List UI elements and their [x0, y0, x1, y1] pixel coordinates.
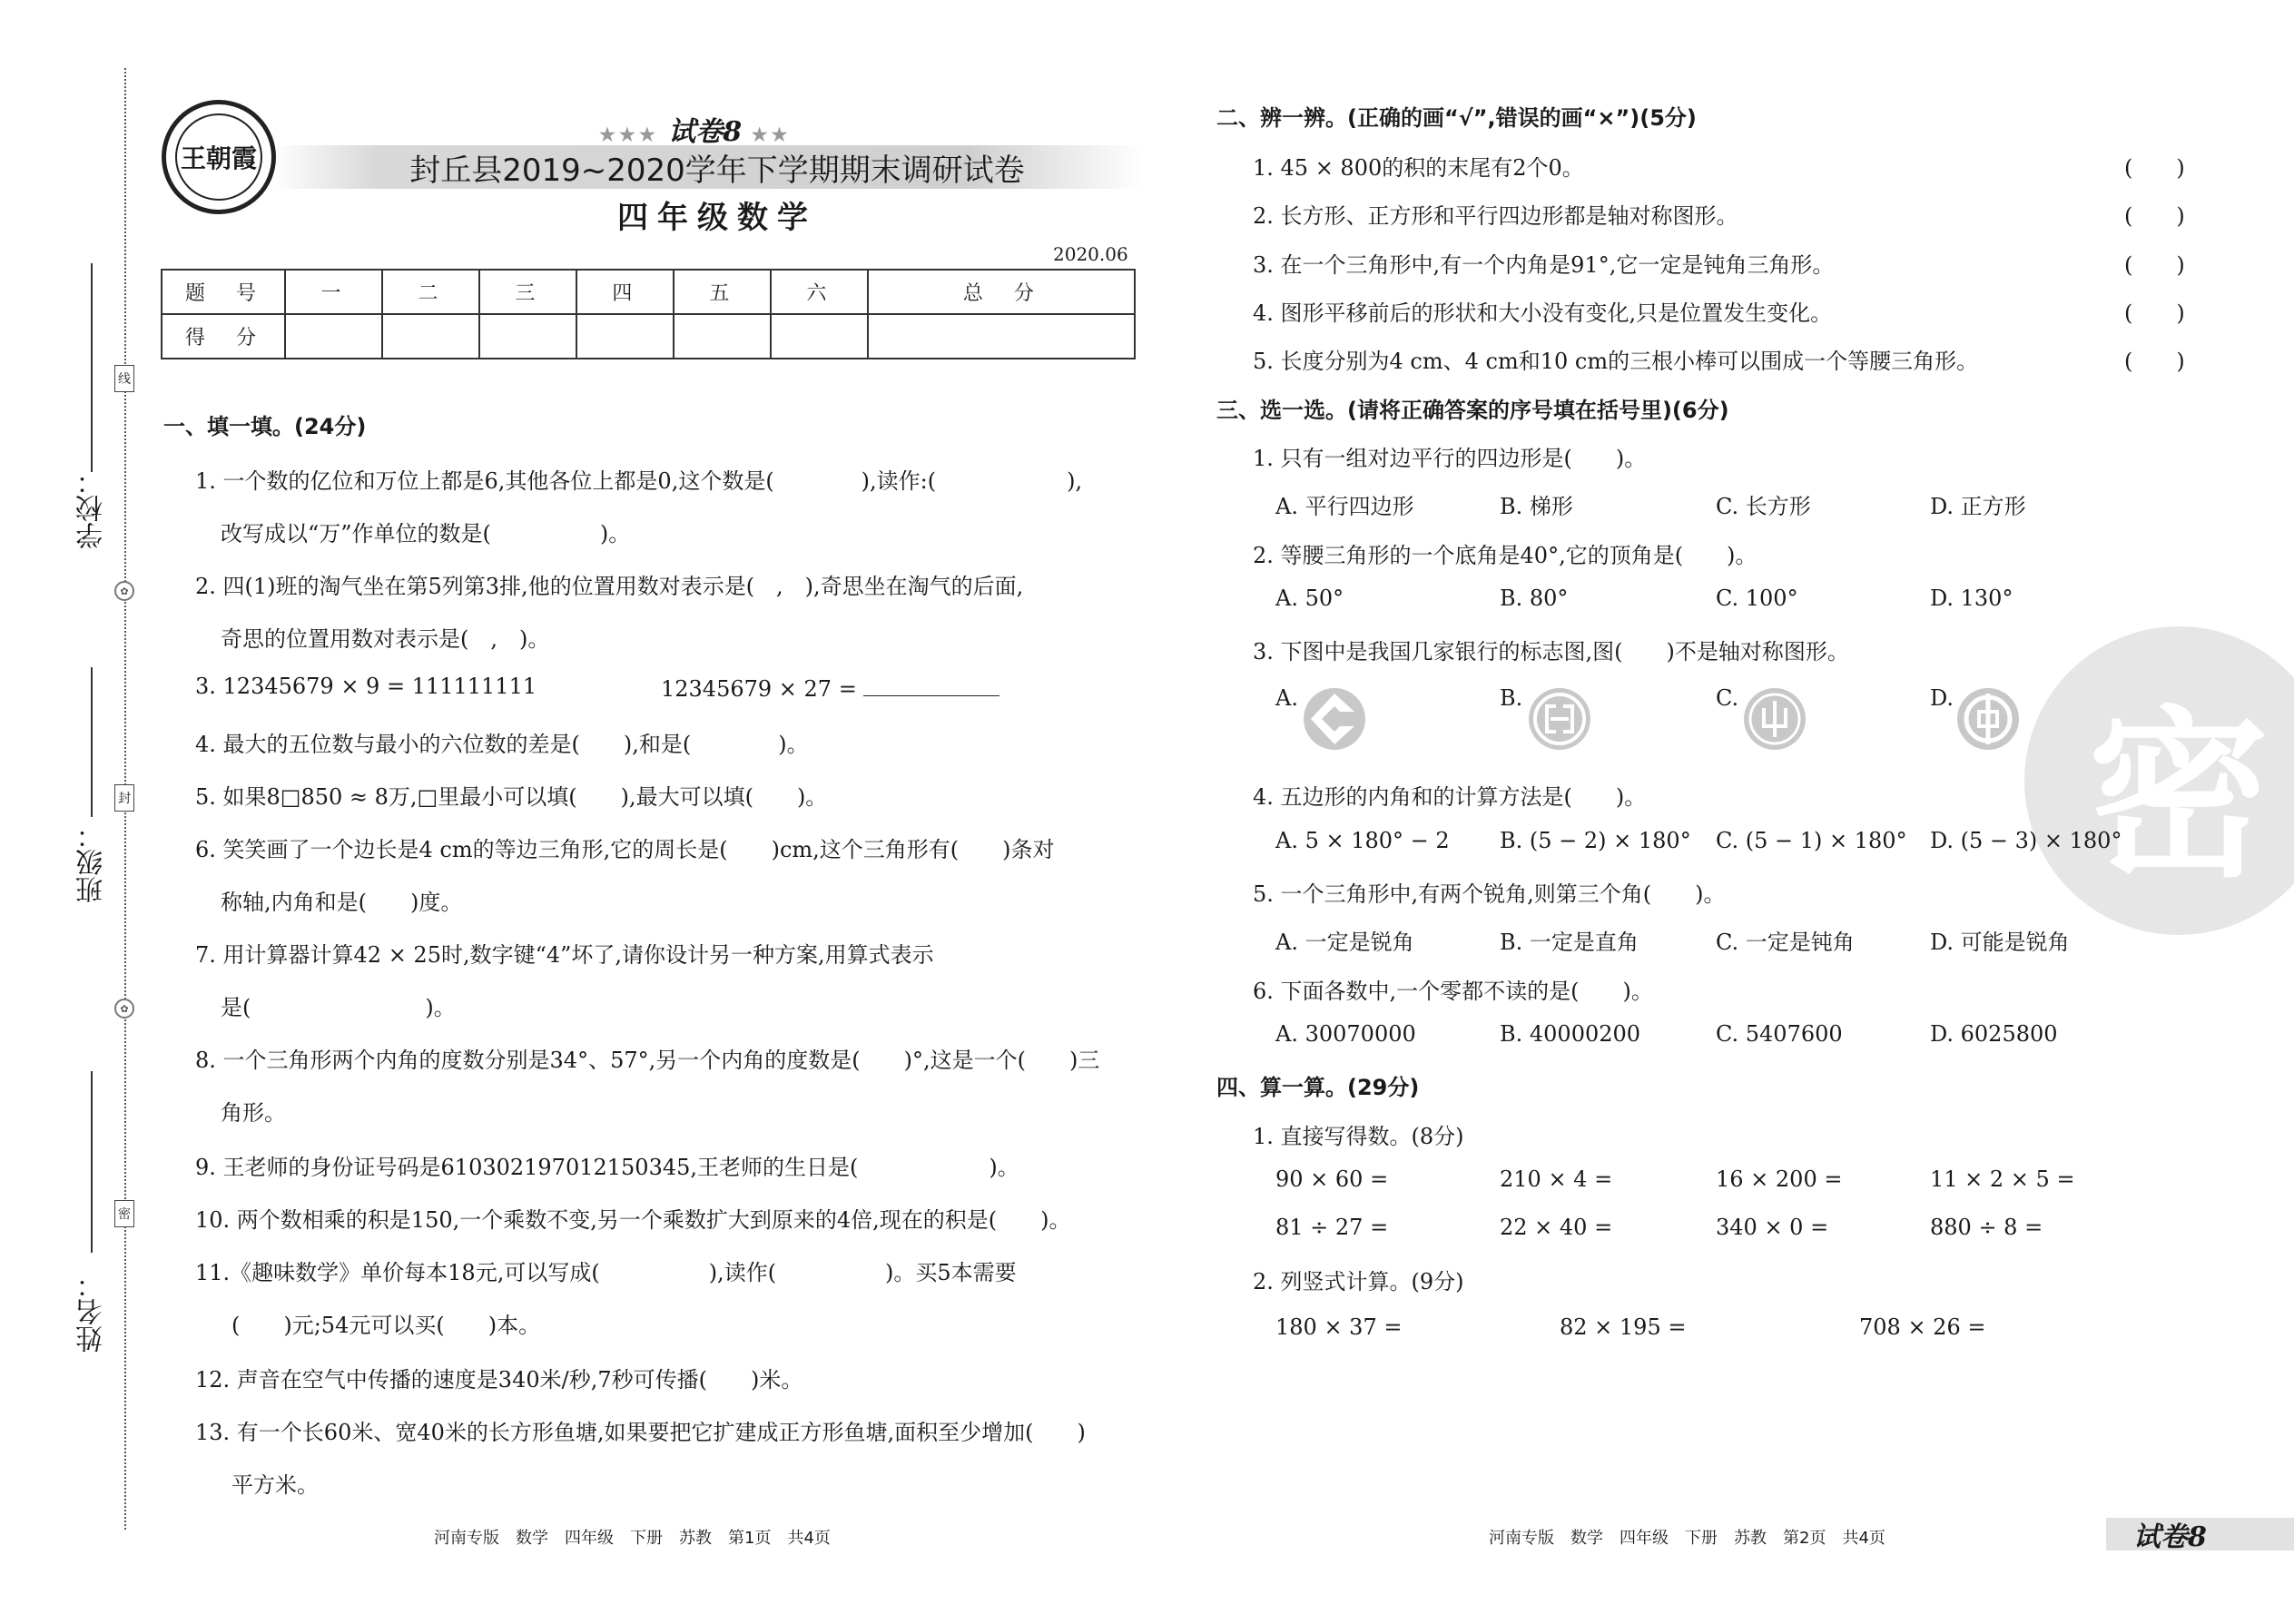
choice-option[interactable]: C. — [1716, 685, 1739, 711]
star-decor-icon: ★★ — [751, 123, 792, 145]
choice-option[interactable]: D. 正方形 — [1930, 494, 2026, 519]
section1-title: 一、填一填。(24分) — [163, 414, 367, 439]
brand-logo-text: 王朝霞 — [175, 113, 262, 201]
calc-item: 82 × 195 = — [1560, 1314, 1687, 1340]
choice-option[interactable]: C. 一定是钝角 — [1716, 930, 1855, 955]
choice-option[interactable]: C. (5 − 1) × 180° — [1716, 828, 1907, 853]
question-line: 13. 有一个长60米、宽40米的长方形鱼塘,如果要把它扩建成正方形鱼塘,面积至少增加( ) — [195, 1420, 1086, 1445]
calc-item: 90 × 60 = — [1275, 1166, 1389, 1192]
score-table-header: 三 — [479, 270, 576, 314]
calc-part-title: 1. 直接写得数。(8分) — [1253, 1124, 1464, 1149]
question-line: 3. 12345679 × 9 = 111111111 — [195, 674, 537, 699]
name-label: 姓名： — [76, 1271, 108, 1353]
judge-item: 1. 45 × 800的积的末尾有2个0。 — [1253, 155, 1584, 181]
section2-title: 二、辨一辨。(正确的画“√”,错误的画“×”)(5分) — [1216, 105, 1697, 131]
question-line: 8. 一个三角形两个内角的度数分别是34°、57°,另一个内角的度数是( )°,这是一个( )三 — [195, 1048, 1100, 1073]
abc-logo-icon — [1740, 684, 1809, 753]
choice-option[interactable]: B. 梯形 — [1500, 494, 1573, 519]
question-line-blank — [661, 674, 999, 702]
choice-option[interactable]: A. 30070000 — [1275, 1021, 1416, 1047]
choice-stem: 4. 五边形的内角和的计算方法是( )。 — [1253, 784, 1647, 810]
score-table-header: 六 — [771, 270, 868, 314]
binding-mark-seal: 封 — [114, 784, 134, 812]
question-line: 1. 一个数的亿位和万位上都是6,其他各位上都是0,这个数是( ),读作:( ), — [195, 468, 1083, 494]
section4-title: 四、算一算。(29分) — [1216, 1075, 1420, 1100]
brand-logo — [162, 100, 276, 214]
choice-option[interactable]: D. — [1930, 685, 1954, 711]
score-table-header-row — [162, 270, 1135, 314]
icbc-logo-icon — [1525, 684, 1594, 753]
question-line: 称轴,内角和是( )度。 — [221, 890, 463, 915]
score-cell[interactable] — [382, 314, 479, 359]
choice-option[interactable]: A. 50° — [1275, 586, 1344, 611]
choice-option[interactable]: C. 5407600 — [1716, 1021, 1843, 1047]
choice-option[interactable]: C. 长方形 — [1716, 494, 1811, 519]
question-line: 12. 声音在空气中传播的速度是340米/秒,7秒可传播( )米。 — [195, 1367, 803, 1393]
judge-answer-box[interactable]: ( ) — [2124, 252, 2185, 278]
choice-stem: 1. 只有一组对边平行的四边形是( )。 — [1253, 446, 1647, 471]
score-table-header: 题 号 — [162, 270, 285, 314]
question-line: 改写成以“万”作单位的数是( )。 — [221, 521, 631, 546]
choice-option[interactable]: B. 一定是直角 — [1500, 930, 1639, 955]
choice-option[interactable]: B. (5 − 2) × 180° — [1500, 828, 1691, 853]
paper-badge: 试卷8 — [2133, 1521, 2207, 1553]
question-line: 9. 王老师的身份证号码是610302197012150345,王老师的生日是( )。 — [195, 1155, 1019, 1180]
calc-part-title: 2. 列竖式计算。(9分) — [1253, 1269, 1464, 1294]
answer-blank[interactable] — [863, 674, 999, 696]
question-line: 10. 两个数相乘的积是150,一个乘数不变,另一个乘数扩大到原来的4倍,现在的积是( )。 — [195, 1207, 1071, 1233]
score-cell[interactable] — [771, 314, 868, 359]
name-blank-line — [91, 1071, 93, 1253]
choice-option[interactable]: A. 5 × 180° − 2 — [1275, 828, 1450, 853]
calc-item: 340 × 0 = — [1716, 1215, 1829, 1240]
boc-logo-icon — [1954, 684, 2023, 753]
ccb-logo-icon — [1300, 684, 1369, 753]
score-cell[interactable] — [674, 314, 771, 359]
question-line: ( )元;54元可以买( )本。 — [231, 1313, 541, 1338]
footer-left: 河南专版 数学 四年级 下册 苏教 第1页 共4页 — [434, 1529, 831, 1548]
calc-item: 180 × 37 = — [1275, 1314, 1403, 1340]
binding-mark-line: 线 — [114, 365, 134, 392]
judge-answer-box[interactable]: ( ) — [2124, 155, 2185, 181]
binding-knot-icon: ✿ — [114, 999, 134, 1019]
score-table-header: 一 — [285, 270, 382, 314]
choice-option[interactable]: D. (5 − 3) × 180° — [1930, 828, 2122, 853]
question-line: 6. 笑笑画了一个边长是4 cm的等边三角形,它的周长是( )cm,这个三角形有( )条对 — [195, 837, 1055, 862]
score-table-header: 总 分 — [868, 270, 1135, 314]
series-label — [599, 109, 791, 149]
choice-option[interactable]: A. 一定是锐角 — [1275, 930, 1414, 955]
question-line: 5. 如果8□850 ≈ 8万,□里最小可以填( ),最大可以填( )。 — [195, 784, 828, 810]
choice-option[interactable]: D. 可能是锐角 — [1930, 930, 2070, 955]
question-line: 平方米。 — [231, 1472, 319, 1498]
choice-option[interactable]: B. 80° — [1500, 586, 1569, 611]
question-line: 角形。 — [221, 1100, 286, 1126]
choice-option[interactable]: B. — [1500, 685, 1523, 711]
score-table — [161, 269, 1136, 359]
judge-item: 4. 图形平移前后的形状和大小没有变化,只是位置发生变化。 — [1253, 300, 1833, 326]
class-blank-line — [91, 667, 93, 817]
judge-answer-box[interactable]: ( ) — [2124, 300, 2185, 326]
choice-option[interactable]: A. — [1275, 685, 1298, 711]
calc-item: 81 ÷ 27 = — [1275, 1215, 1389, 1240]
judge-answer-box[interactable]: ( ) — [2124, 203, 2185, 229]
question-line: 12345679 × 27 = — [661, 676, 857, 702]
footer-right: 河南专版 数学 四年级 下册 苏教 第2页 共4页 — [1489, 1529, 1885, 1548]
judge-item: 5. 长度分别为4 cm、4 cm和10 cm的三根小棒可以围成一个等腰三角形。 — [1253, 349, 1979, 374]
choice-stem: 5. 一个三角形中,有两个锐角,则第三个角( )。 — [1253, 881, 1726, 907]
exam-subtitle: 四年级数学 — [617, 200, 817, 236]
calc-item: 16 × 200 = — [1716, 1166, 1843, 1192]
binding-mark-secret: 密 — [114, 1200, 134, 1227]
choice-option[interactable]: D. 6025800 — [1930, 1021, 2058, 1047]
class-label: 班级： — [76, 822, 108, 903]
question-line: 11.《趣味数学》单价每本18元,可以写成( ),读作( )。买5本需要 — [195, 1260, 1017, 1285]
score-cell[interactable] — [868, 314, 1135, 359]
score-cell[interactable] — [479, 314, 576, 359]
secret-watermark — [2024, 626, 2294, 935]
score-row-label: 得 分 — [162, 314, 285, 359]
question-line: 奇思的位置用数对表示是( , )。 — [221, 626, 550, 652]
question-line: 7. 用计算器计算42 × 25时,数字键“4”坏了,请你设计另一种方案,用算式表示 — [195, 942, 934, 968]
choice-stem: 3. 下图中是我国几家银行的标志图,图( )不是轴对称图形。 — [1253, 639, 1849, 664]
calc-item: 210 × 4 = — [1500, 1166, 1613, 1192]
question-line: 2. 四(1)班的淘气坐在第5列第3排,他的位置用数对表示是( , ),奇思坐在淘气的后面, — [195, 574, 1024, 599]
choice-option[interactable]: A. 平行四边形 — [1275, 494, 1414, 519]
school-blank-line — [91, 263, 93, 472]
judge-item: 2. 长方形、正方形和平行四边形都是轴对称图形。 — [1253, 203, 1738, 229]
score-cell[interactable] — [576, 314, 674, 359]
calc-item: 708 × 26 = — [1859, 1314, 1986, 1340]
exam-date: 2020.06 — [1053, 243, 1128, 265]
score-table-score-row — [162, 314, 1135, 359]
question-line: 是( )。 — [221, 995, 456, 1020]
score-table-header: 四 — [576, 270, 674, 314]
choice-stem: 2. 等腰三角形的一个底角是40°,它的顶角是( )。 — [1253, 543, 1757, 568]
calc-item: 22 × 40 = — [1500, 1215, 1613, 1240]
star-decor-icon: ★★★ — [599, 123, 659, 145]
score-cell[interactable] — [285, 314, 382, 359]
score-table-header: 二 — [382, 270, 479, 314]
judge-answer-box[interactable]: ( ) — [2124, 349, 2185, 374]
school-label: 学校： — [76, 468, 108, 549]
exam-title: 封丘县2019~2020学年下学期期末调研试卷 — [409, 153, 1025, 189]
series-label-text: 试卷8 — [668, 116, 743, 148]
section3-title: 三、选一选。(请将正确答案的序号填在括号里)(6分) — [1216, 398, 1729, 423]
watermark-char: 密 — [2087, 690, 2269, 902]
binding-knot-icon: ✿ — [114, 581, 134, 601]
choice-option[interactable]: C. 100° — [1716, 586, 1798, 611]
judge-item: 3. 在一个三角形中,有一个内角是91°,它一定是钝角三角形。 — [1253, 252, 1835, 278]
choice-option[interactable]: B. 40000200 — [1500, 1021, 1641, 1047]
calc-item: 880 ÷ 8 = — [1930, 1215, 2043, 1240]
choice-stem: 6. 下面各数中,一个零都不读的是( )。 — [1253, 979, 1653, 1004]
choice-option[interactable]: D. 130° — [1930, 586, 2013, 611]
question-line: 4. 最大的五位数与最小的六位数的差是( ),和是( )。 — [195, 732, 809, 757]
calc-item: 11 × 2 × 5 = — [1930, 1166, 2075, 1192]
score-table-header: 五 — [674, 270, 771, 314]
